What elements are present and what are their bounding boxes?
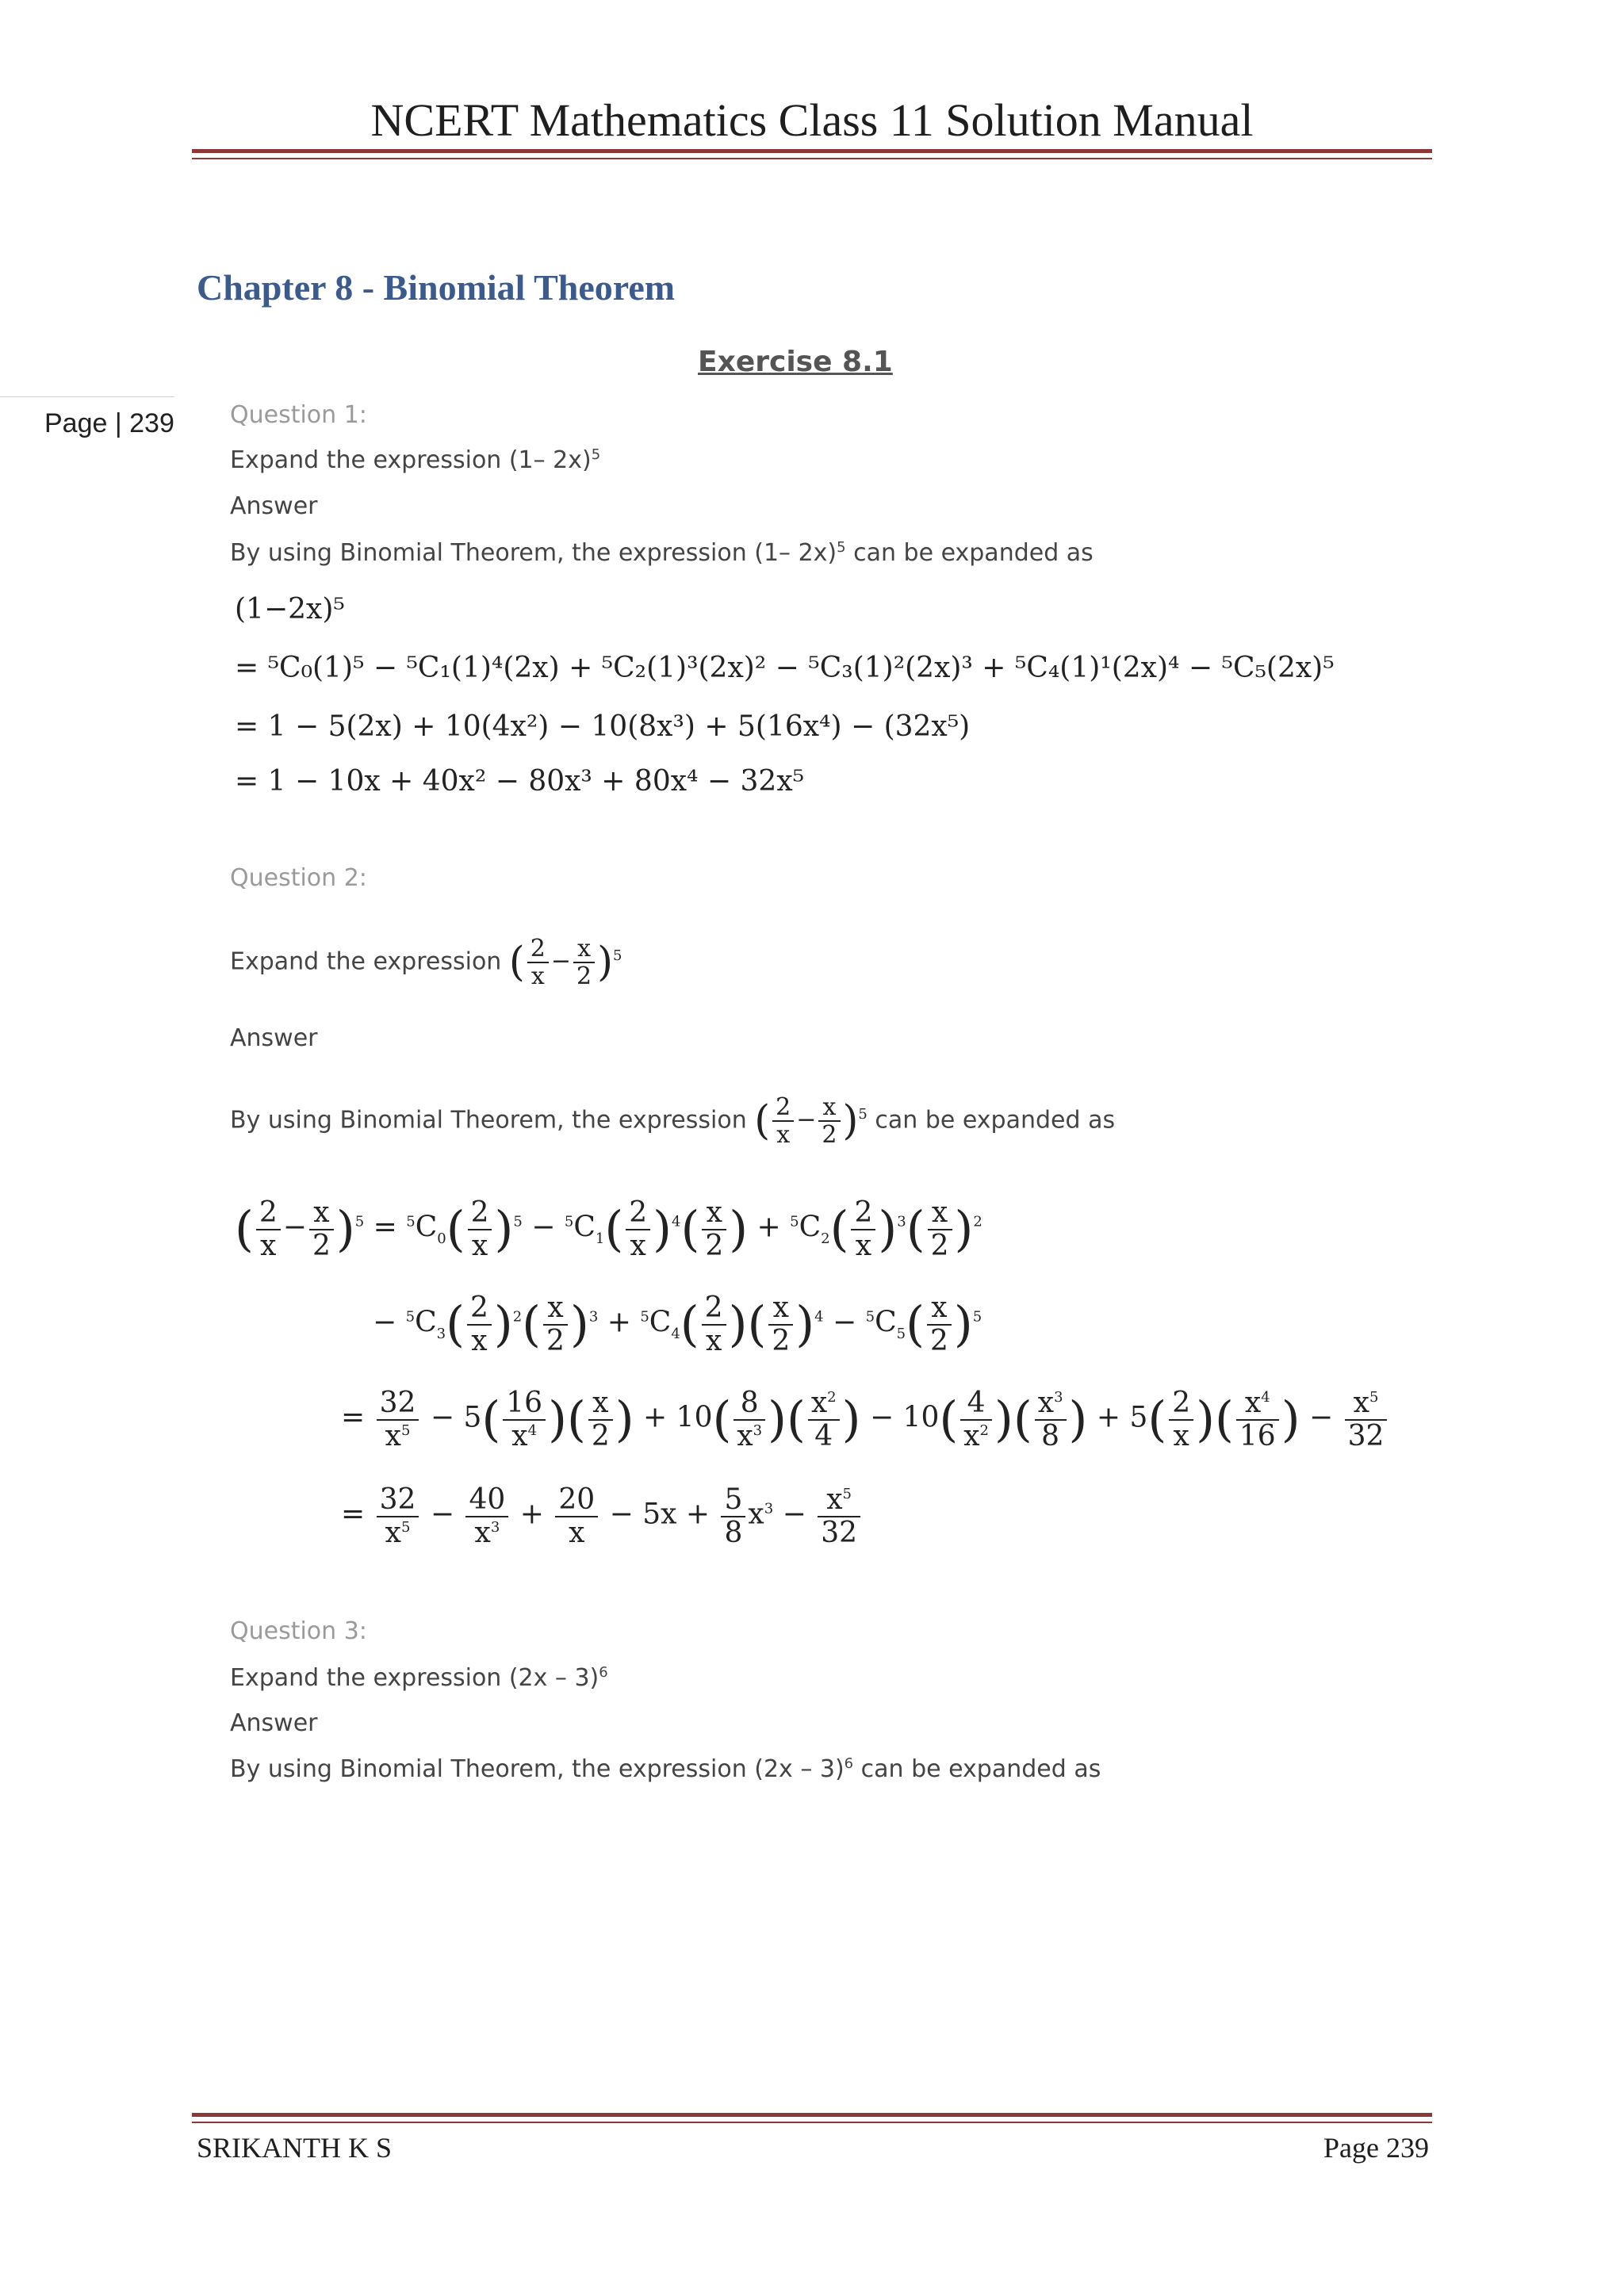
question-2-label: Question 2: [230, 864, 367, 892]
question-3-intro: By using Binomial Theorem, the expression (2x – 3)$^6$ can be expanded as [230, 1755, 1101, 1783]
question-1-label: Question 1: [230, 401, 367, 429]
question-1-answer-label: Answer [230, 492, 318, 520]
footer-rule-thin [192, 2122, 1432, 2123]
question-2-answer-label: Answer [230, 1024, 318, 1052]
chapter-title: Chapter 8 - Binomial Theorem [197, 267, 676, 308]
footer-page-number: Page 239 [1323, 2132, 1429, 2164]
question-1-intro: By using Binomial Theorem, the expression (1– 2x)$^5$ can be expanded as [230, 539, 1094, 567]
q2-intro-expression: ( $\frac{2}{x}$ − $\frac{x}{2}$ )$^5$ [754, 1093, 868, 1149]
exercise-title: Exercise 8.1 [698, 346, 893, 378]
q1-step-1: (1−2x)⁵ [235, 593, 345, 626]
footer-author: SRIKANTH K S [197, 2132, 393, 2164]
q2-expression: ( $\frac{2}{x}$ − $\frac{x}{2}$ )$^5$ [508, 935, 622, 990]
q2-expansion-line-4: = $\frac{32}{x^5}$ − $\frac{40}{x^3}$ + $\frac{20}{x}$ − 5x + $\frac{5}{8}$ $x^3$ − $\frac{x^5}{32}$ [341, 1484, 863, 1548]
q1-step-3: = 1 − 5(2x) + 10(4x²) − 10(8x³) + 5(16x⁴) − (32x⁵) [235, 710, 971, 743]
header-rule [192, 149, 1432, 153]
question-2-prompt: Expand the expression ( $\frac{2}{x}$ − $\frac{x}{2}$ )$^5$ [230, 935, 622, 990]
q1-step-2: = ⁵C₀(1)⁵ − ⁵C₁(1)⁴(2x) + ⁵C₂(1)³(2x)² − ⁵C₃(1)²(2x)³ + ⁵C₄(1)¹(2x)⁴ − ⁵C₅(2x)⁵ [235, 652, 1335, 684]
footer-rule [192, 2113, 1432, 2117]
question-2-intro: By using Binomial Theorem, the expression ( $\frac{2}{x}$ − $\frac{x}{2}$ )$^5$ can be expanded as [230, 1093, 1116, 1149]
q2-expansion-line-2: − $^5C_3$( $\frac{2}{x}$ )$^2$( $\frac{x}{2}$ )$^3 + ^5C_4$( $\frac{2}{x}$ )( $\frac{x}{2}$ )$^4 - ^5C_5$( $\frac{x}{2}$ )$^5$ [373, 1292, 982, 1357]
question-3-label: Question 3: [230, 1617, 367, 1645]
question-3-answer-label: Answer [230, 1709, 318, 1737]
side-page-label: Page | 239 [44, 408, 174, 438]
q2-expansion-line-1: ( $\frac{2}{x}$ − $\frac{x}{2}$ )$^5 = ^5C_0$( $\frac{2}{x}$ )$^5 - ^5C_1$( $\frac{2}{x}$ )$^4$( $\frac{x}{2}$ ) + $^5C_2$( $\frac{2}{x}$ )$^3$( $\frac{x}{2}$ )$^2$ [235, 1196, 982, 1262]
q2-expansion-line-3: = $\frac{32}{x^5}$ − 5( $\frac{16}{x^4}$ )( $\frac{x}{2}$ ) + 10( $\frac{8}{x^3}$ )( $\frac{x^2}{4}$ ) − 10( $\frac{4}{x^2}$ )( $\frac{x^3}{8}$ ) + 5( $\frac{2}{x}$ )( $\frac{x^4}{16}$ ) − $\frac{x^5}{32}$ [341, 1387, 1389, 1452]
q1-step-4: = 1 − 10x + 40x² − 80x³ + 80x⁴ − 32x⁵ [235, 765, 805, 798]
question-1-prompt: Expand the expression (1– 2x)$^5$ [230, 446, 601, 474]
page-header-title: NCERT Mathematics Class 11 Solution Manual [370, 94, 1254, 146]
side-page-marker [0, 396, 174, 438]
header-rule-thin [192, 158, 1432, 159]
question-3-prompt: Expand the expression (2x – 3)$^6$ [230, 1664, 608, 1692]
